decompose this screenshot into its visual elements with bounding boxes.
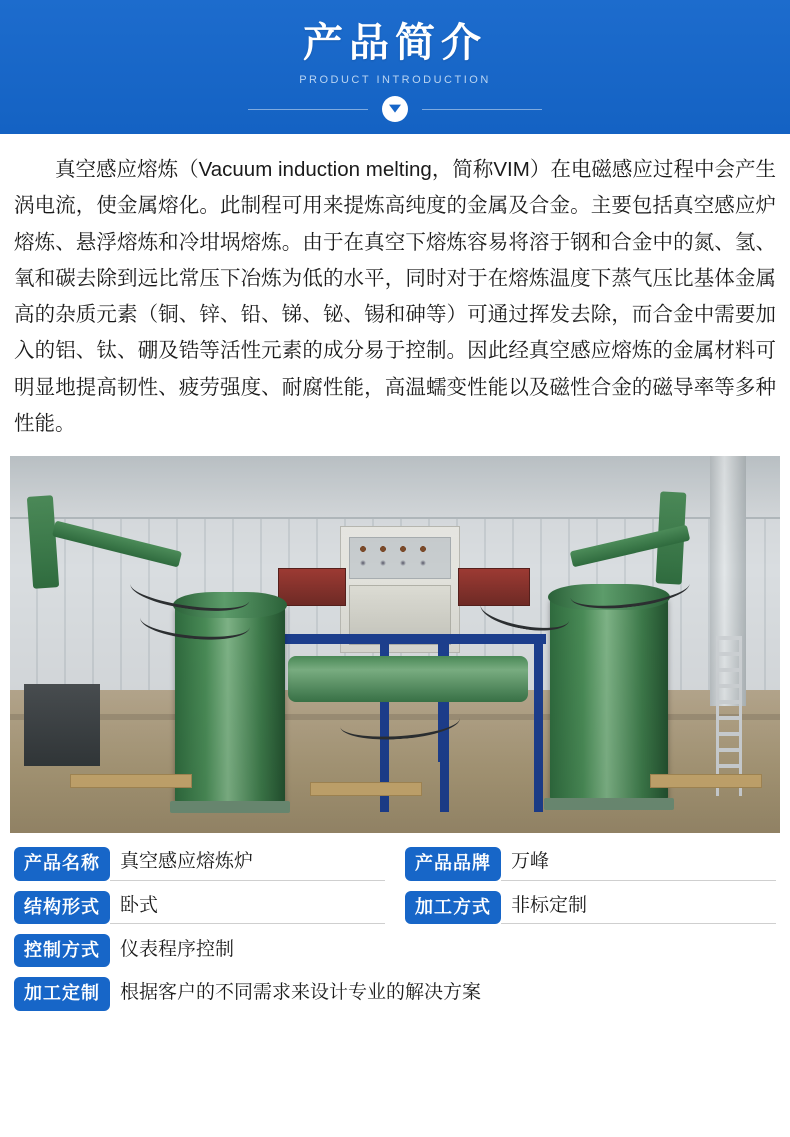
page-subtitle: PRODUCT INTRODUCTION bbox=[299, 74, 491, 86]
spec-label: 加工方式 bbox=[405, 891, 501, 924]
spec-value: 万峰 bbox=[501, 848, 776, 881]
spec-item-product-name bbox=[14, 847, 385, 880]
product-photo-illustration bbox=[10, 456, 780, 833]
header-divider bbox=[0, 96, 790, 122]
spec-item-processing-method bbox=[405, 891, 776, 924]
photo-shading bbox=[10, 456, 780, 833]
spec-label: 产品名称 bbox=[14, 847, 110, 880]
spec-item-control-method bbox=[14, 934, 776, 967]
spec-value: 仪表程序控制 bbox=[120, 938, 235, 960]
spec-row bbox=[14, 934, 776, 967]
spec-row bbox=[14, 977, 776, 1010]
spec-label: 加工定制 bbox=[14, 977, 110, 1010]
spec-item-custom-processing bbox=[14, 977, 776, 1010]
spec-item-brand bbox=[405, 847, 776, 880]
chevron-down-icon bbox=[382, 96, 408, 122]
spec-row bbox=[14, 891, 776, 924]
page-title: 产品简介 bbox=[303, 21, 487, 65]
divider-line-left bbox=[248, 109, 368, 110]
spec-label: 控制方式 bbox=[14, 934, 110, 967]
spec-label: 产品品牌 bbox=[405, 847, 501, 880]
spec-value: 非标定制 bbox=[501, 892, 776, 925]
page-header-banner bbox=[0, 0, 790, 134]
divider-line-right bbox=[422, 109, 542, 110]
intro-paragraph: 真空感应熔炼（Vacuum induction melting，简称VIM）在电磁感应过程中会产生涡电流，使金属熔化。此制程可用来提炼高纯度的金属及合金。主要包括真空感应炉熔炼、悬浮熔炼和冷坩埚熔炼。由于在真空下熔炼容易将溶于钢和合金中的氮、氢、氧和碳去除到远比常压下冶炼为低的水平，同时对于在熔炼温度下蒸气压比基体金属高的杂质元素（铜、锌、铅、锑、铋、锡和砷等）可通过挥发去除，而合金中需要加入的铝、钛、硼及锆等活性元素的成分易于控制。因此经真空感应熔炼的金属材料可明显地提高韧性、疲劳强度、耐腐性能，高温蠕变性能以及磁性合金的磁导率等多种性能。 bbox=[14, 158, 776, 435]
spec-list bbox=[0, 833, 790, 1039]
spec-row bbox=[14, 847, 776, 880]
spec-item-structure bbox=[14, 891, 385, 924]
spec-label: 结构形式 bbox=[14, 891, 110, 924]
spec-value: 卧式 bbox=[110, 892, 385, 925]
spec-value: 根据客户的不同需求来设计专业的解决方案 bbox=[120, 982, 482, 1004]
product-photo bbox=[10, 456, 780, 833]
spec-value: 真空感应熔炼炉 bbox=[110, 848, 385, 881]
